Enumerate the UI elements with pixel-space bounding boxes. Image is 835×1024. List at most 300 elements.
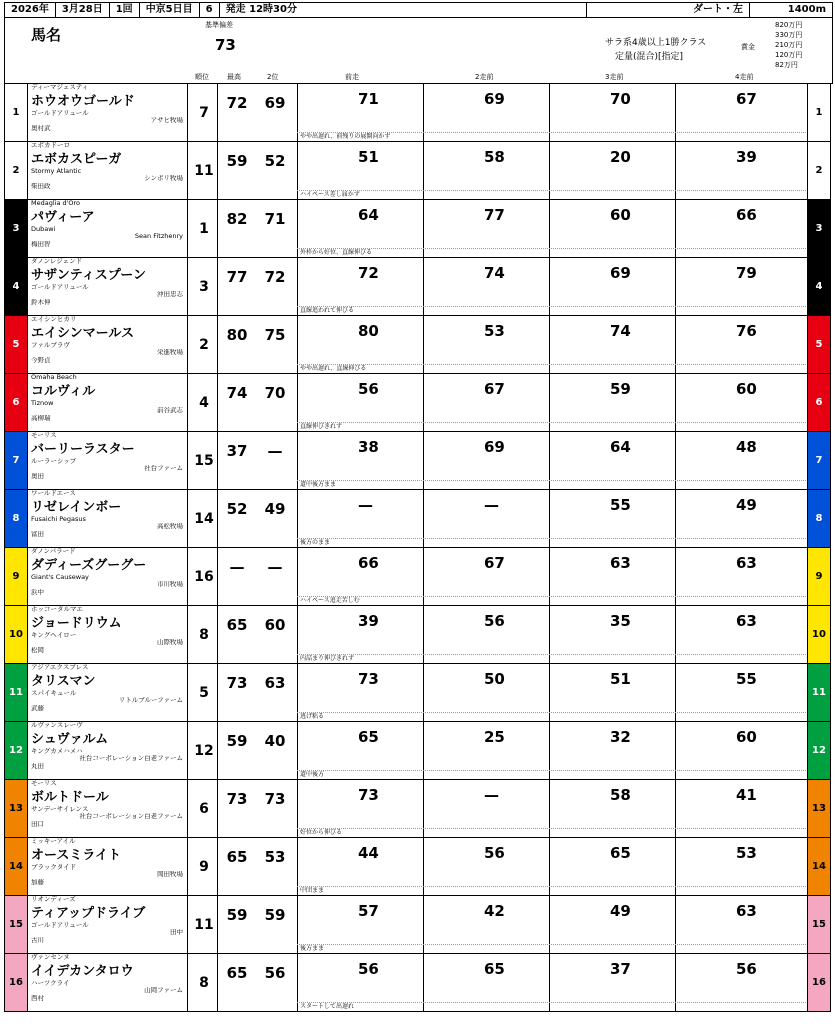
horse-rank: 16 <box>191 548 218 605</box>
past-race-score: — <box>358 496 373 514</box>
horse-sire: リオンディーズ <box>31 896 76 903</box>
race-comment: ハイペース追走苦しむ <box>297 596 808 605</box>
past-race-score: 67 <box>484 554 505 572</box>
horse-number: 14 <box>5 838 28 895</box>
second-score: 60 <box>264 616 286 634</box>
horse-name[interactable]: コルヴィル <box>31 383 96 399</box>
horse-number: 16 <box>5 954 28 1011</box>
past-race-score: 70 <box>610 90 631 108</box>
horse-owner: 山岡ファーム <box>144 987 183 994</box>
prize-3: 210万円 <box>775 41 803 49</box>
horse-info <box>27 258 188 315</box>
horse-number-right: 15 <box>807 896 830 953</box>
col-rank: 順位 <box>195 73 209 81</box>
best-score: 65 <box>226 964 248 982</box>
horse-trainer: 鈴木伸 <box>31 298 51 306</box>
race-comment: 道中後方まま <box>297 480 808 489</box>
horse-row[interactable] <box>4 838 831 896</box>
best-score: 59 <box>226 732 248 750</box>
race-date: 3月28日 <box>56 3 110 17</box>
horse-info <box>27 490 188 547</box>
horse-row[interactable] <box>4 374 831 432</box>
horse-name[interactable]: ジョードリウム <box>31 615 122 631</box>
horse-number-right: 11 <box>807 664 830 721</box>
best-score: 82 <box>226 210 248 228</box>
col-prev2: 2走前 <box>475 73 494 81</box>
second-score: 56 <box>264 964 286 982</box>
horse-sire: ダノンバラード <box>31 548 76 555</box>
past-race-score: 65 <box>358 728 379 746</box>
horse-info <box>27 548 188 605</box>
horse-info <box>27 722 188 779</box>
race-comment: 逃げ粘る <box>297 712 808 721</box>
horse-sire: モーリス <box>31 780 57 787</box>
horse-sire: ホッコータルマエ <box>31 606 83 613</box>
horse-sire: エボカドーロ <box>31 142 70 149</box>
horse-dam: Fusaichi Pegasus <box>31 515 86 523</box>
horse-number-right: 9 <box>807 548 830 605</box>
horse-trainer: 西村 <box>31 994 44 1002</box>
horse-number-right: 12 <box>807 722 830 779</box>
horse-number-right: 1 <box>807 84 830 141</box>
horse-info <box>27 374 188 431</box>
horse-sire: Medaglia d'Oro <box>31 200 81 207</box>
horse-number: 1 <box>5 84 28 141</box>
past-race-score: 69 <box>610 264 631 282</box>
horse-sire: Omaha Beach <box>31 374 77 381</box>
col-name: 馬名 <box>31 26 62 44</box>
race-comment: 好位から伸びる <box>297 828 808 837</box>
horse-sire: アジアエクスプレス <box>31 664 89 671</box>
race-conditions: 定量(混合)[指定] <box>615 52 684 62</box>
past-race-score: — <box>484 786 499 804</box>
past-race-score: 77 <box>484 206 505 224</box>
col-basis: 基準偏差 <box>205 21 233 29</box>
past-race-score: 73 <box>358 670 379 688</box>
col-prev3: 3走前 <box>605 73 624 81</box>
horse-rank: 11 <box>191 896 218 953</box>
past-race-score: 76 <box>736 322 757 340</box>
second-score: 69 <box>264 94 286 112</box>
prize-2: 330万円 <box>775 31 803 39</box>
race-comment: スタートして出遅れ <box>297 1002 808 1011</box>
horse-name[interactable]: エイシンマールス <box>31 325 135 341</box>
prize-1: 820万円 <box>775 21 803 29</box>
second-score: — <box>267 558 283 576</box>
horse-owner: 前谷武志 <box>157 407 183 414</box>
race-comment: 内詰まり伸びきれず <box>297 654 808 663</box>
horse-rank: 11 <box>191 142 218 199</box>
horse-number-right: 16 <box>807 954 830 1011</box>
horse-owner: シンボリ牧場 <box>144 175 183 182</box>
horse-number-right: 7 <box>807 432 830 489</box>
horse-info <box>27 432 188 489</box>
horse-number: 2 <box>5 142 28 199</box>
horse-name[interactable]: リゼレインボー <box>31 499 122 515</box>
past-race-score: 63 <box>736 554 757 572</box>
race-round: 1回 <box>110 3 140 17</box>
race-comment: 後方のまま <box>297 538 808 547</box>
past-race-score: 63 <box>736 612 757 630</box>
past-race-score: 56 <box>358 380 379 398</box>
horse-number: 11 <box>5 664 28 721</box>
best-score: 73 <box>226 790 248 808</box>
horse-trainer: 松岡 <box>31 646 44 654</box>
horse-sire: モーリス <box>31 432 57 439</box>
second-score: 71 <box>264 210 286 228</box>
horse-dam: Giant's Causeway <box>31 573 89 581</box>
best-score: 73 <box>226 674 248 692</box>
past-race-score: 63 <box>736 902 757 920</box>
horse-name[interactable]: エボカスピーガ <box>31 151 122 167</box>
horse-number: 3 <box>5 200 28 257</box>
horse-row[interactable] <box>4 896 831 954</box>
horse-dam: ルーラーシップ <box>31 457 77 465</box>
prize-4: 120万円 <box>775 51 803 59</box>
past-race-score: 41 <box>736 786 757 804</box>
horse-number-right: 3 <box>807 200 830 257</box>
horse-row[interactable] <box>4 316 831 374</box>
horse-number: 10 <box>5 606 28 663</box>
past-race-score: 73 <box>358 786 379 804</box>
horse-number-right: 8 <box>807 490 830 547</box>
past-race-score: 67 <box>484 380 505 398</box>
race-comment: やや出遅れ、直線伸びる <box>297 364 808 373</box>
past-race-score: 56 <box>358 960 379 978</box>
best-score: 59 <box>226 152 248 170</box>
race-header <box>4 2 833 18</box>
horse-trainer: 高柳瑞 <box>31 414 51 422</box>
horse-rank: 8 <box>191 954 218 1011</box>
race-comment: 直線追われて伸びる <box>297 306 808 315</box>
horse-row[interactable] <box>4 142 831 200</box>
horse-dam: Dubawi <box>31 225 56 233</box>
past-race-score: 64 <box>610 438 631 456</box>
horse-info <box>27 780 188 837</box>
past-race-score: 51 <box>610 670 631 688</box>
horse-sire: ダノンレジェンド <box>31 258 83 265</box>
horse-owner: リトルブルーファーム <box>118 697 183 704</box>
horse-name[interactable]: タリスマン <box>31 673 96 689</box>
past-race-score: 57 <box>358 902 379 920</box>
race-comment: 中団まま <box>297 886 808 895</box>
horse-trainer: 柴田政 <box>31 182 51 190</box>
col-second: 2位 <box>267 73 279 81</box>
horse-name[interactable]: パヴィーア <box>31 209 95 225</box>
horse-name[interactable]: オースミライト <box>31 847 121 863</box>
best-score: 80 <box>226 326 248 344</box>
horse-info <box>27 142 188 199</box>
horse-sire: ヴァンセンヌ <box>31 954 70 961</box>
horse-owner: 社台コーポレーション白老ファーム <box>79 813 183 820</box>
horse-trainer: 奥村武 <box>31 124 51 132</box>
past-race-score: 65 <box>610 844 631 862</box>
horse-sire: ミッキーアイル <box>31 838 76 845</box>
horse-dam: Tiznow <box>31 399 54 407</box>
second-score: 52 <box>264 152 286 170</box>
past-race-score: 74 <box>610 322 631 340</box>
horse-number-right: 6 <box>807 374 830 431</box>
col-best: 最高 <box>227 73 241 81</box>
horse-name[interactable]: ティアップドライブ <box>31 905 146 921</box>
horse-row[interactable] <box>4 606 831 664</box>
past-race-score: 50 <box>484 670 505 688</box>
horse-number: 15 <box>5 896 28 953</box>
past-race-score: 53 <box>484 322 505 340</box>
horse-rank: 8 <box>191 606 218 663</box>
horse-name[interactable]: バーリーラスター <box>31 441 135 457</box>
horse-rank: 3 <box>191 258 218 315</box>
horse-owner: アサヒ牧場 <box>150 117 183 124</box>
second-score: 72 <box>264 268 286 286</box>
horse-name[interactable]: サザンティスプーン <box>31 267 147 283</box>
horse-dam: ファルブラヴ <box>31 341 70 349</box>
past-race-score: 65 <box>484 960 505 978</box>
past-race-score: 39 <box>358 612 379 630</box>
past-race-score: 69 <box>484 90 505 108</box>
horse-dam: ゴールドアリュール <box>31 109 89 117</box>
past-race-score: 38 <box>358 438 379 456</box>
col-prev: 前走 <box>345 73 359 81</box>
horse-row[interactable] <box>4 548 831 606</box>
horse-owner: 市川牧場 <box>157 581 183 588</box>
past-race-score: 66 <box>358 554 379 572</box>
horse-owner: 社台コーポレーション白老ファーム <box>79 755 183 762</box>
past-race-score: 48 <box>736 438 757 456</box>
horse-number: 4 <box>5 258 28 315</box>
horse-sire: ルヴァンスレーヴ <box>31 722 83 729</box>
past-race-score: 49 <box>736 496 757 514</box>
horse-row[interactable] <box>4 490 831 548</box>
past-race-score: 39 <box>736 148 757 166</box>
horse-info <box>27 606 188 663</box>
race-distance: 1400m <box>787 4 826 15</box>
past-race-score: 25 <box>484 728 505 746</box>
horse-rank: 14 <box>191 490 218 547</box>
second-score: 49 <box>264 500 286 518</box>
past-race-score: 58 <box>610 786 631 804</box>
horse-dam: ゴールドアリュール <box>31 283 89 291</box>
horse-list <box>4 84 831 1012</box>
past-race-score: 72 <box>358 264 379 282</box>
horse-row[interactable] <box>4 954 831 1012</box>
horse-trainer: 丸田 <box>31 762 44 770</box>
horse-name[interactable]: イイデカンタロウ <box>31 963 134 979</box>
best-score: 65 <box>226 616 248 634</box>
horse-trainer: 奥田 <box>31 472 44 480</box>
horse-dam: ゴールドアリュール <box>31 921 89 929</box>
horse-row[interactable] <box>4 432 831 490</box>
horse-number-right: 14 <box>807 838 830 895</box>
past-race-score: 69 <box>484 438 505 456</box>
second-score: — <box>267 442 283 460</box>
second-score: 53 <box>264 848 286 866</box>
past-race-score: 35 <box>610 612 631 630</box>
horse-trainer: 今野貞 <box>31 356 51 364</box>
horse-dam: ブラックタイド <box>31 863 77 871</box>
second-score: 40 <box>264 732 286 750</box>
prize-5: 82万円 <box>775 61 798 69</box>
past-race-score: 20 <box>610 148 631 166</box>
horse-info <box>27 664 188 721</box>
past-race-score: 67 <box>736 90 757 108</box>
race-meeting: 中京5日目 <box>140 3 200 17</box>
race-number: 6 <box>200 3 220 17</box>
past-race-score: 56 <box>736 960 757 978</box>
horse-dam: ハーツクライ <box>31 979 70 987</box>
past-race-score: 56 <box>484 612 505 630</box>
prize-label: 賞金 <box>741 43 755 51</box>
horse-rank: 15 <box>191 432 218 489</box>
past-race-score: 55 <box>736 670 757 688</box>
horse-row[interactable] <box>4 722 831 780</box>
horse-number-right: 2 <box>807 142 830 199</box>
horse-owner: 沖田忠志 <box>157 291 183 298</box>
past-race-score: — <box>484 496 499 514</box>
past-race-score: 44 <box>358 844 379 862</box>
horse-sire: ディーマジェスティ <box>31 84 89 91</box>
horse-number: 6 <box>5 374 28 431</box>
horse-info <box>27 316 188 373</box>
horse-trainer: 浜中 <box>31 588 44 596</box>
horse-trainer: 梅田智 <box>31 240 51 248</box>
best-score: 37 <box>226 442 248 460</box>
race-comment: 直線伸びきれず <box>297 422 808 431</box>
horse-number-right: 13 <box>807 780 830 837</box>
horse-sire: ワールドエース <box>31 490 76 497</box>
horse-trainer: 田口 <box>31 820 44 828</box>
race-year: 2026年 <box>5 3 56 17</box>
best-score: 52 <box>226 500 248 518</box>
horse-number: 7 <box>5 432 28 489</box>
horse-rank: 7 <box>191 84 218 141</box>
horse-rank: 2 <box>191 316 218 373</box>
horse-owner: 岡田牧場 <box>157 871 183 878</box>
past-race-score: 66 <box>736 206 757 224</box>
horse-owner: 栄進牧場 <box>157 349 183 356</box>
horse-row[interactable] <box>4 258 831 316</box>
horse-owner: 田中 <box>170 929 183 936</box>
horse-owner: 社台ファーム <box>144 465 183 472</box>
past-race-score: 49 <box>610 902 631 920</box>
horse-rank: 12 <box>191 722 218 779</box>
basis-value: 73 <box>215 36 236 54</box>
horse-dam: サンデーサイレンス <box>31 805 89 813</box>
horse-rank: 5 <box>191 664 218 721</box>
second-score: 70 <box>264 384 286 402</box>
race-comment: やや出遅れ、前残りの展開向かず <box>297 132 808 141</box>
horse-trainer: 富田 <box>31 530 44 538</box>
col-prev4: 4走前 <box>735 73 754 81</box>
best-score: 72 <box>226 94 248 112</box>
horse-name[interactable]: ボルトドール <box>31 789 109 805</box>
past-race-score: 59 <box>610 380 631 398</box>
horse-number: 12 <box>5 722 28 779</box>
horse-number-right: 4 <box>807 258 830 315</box>
horse-number: 5 <box>5 316 28 373</box>
second-score: 75 <box>264 326 286 344</box>
past-race-score: 32 <box>610 728 631 746</box>
horse-info <box>27 200 188 257</box>
horse-rank: 9 <box>191 838 218 895</box>
horse-number-right: 5 <box>807 316 830 373</box>
best-score: 65 <box>226 848 248 866</box>
horse-row[interactable] <box>4 200 831 258</box>
best-score: 74 <box>226 384 248 402</box>
horse-dam: スパイキュール <box>31 689 77 697</box>
past-race-score: 60 <box>736 380 757 398</box>
horse-name[interactable]: シュヴァルム <box>31 731 109 747</box>
horse-info <box>27 84 188 141</box>
past-race-score: 37 <box>610 960 631 978</box>
horse-trainer: 武藤 <box>31 704 44 712</box>
horse-row[interactable] <box>4 664 831 722</box>
past-race-score: 51 <box>358 148 379 166</box>
horse-number: 9 <box>5 548 28 605</box>
past-race-score: 55 <box>610 496 631 514</box>
best-score: — <box>229 558 245 576</box>
horse-name[interactable]: ホウオウゴールド <box>31 93 135 109</box>
column-header <box>4 17 833 84</box>
past-race-score: 74 <box>484 264 505 282</box>
past-race-score: 53 <box>736 844 757 862</box>
race-track: ダート・左 <box>587 3 750 17</box>
second-score: 63 <box>264 674 286 692</box>
horse-rank: 6 <box>191 780 218 837</box>
horse-owner: 高松牧場 <box>157 523 183 530</box>
race-comment: 外枠から好位、直線伸びる <box>297 248 808 257</box>
past-race-score: 71 <box>358 90 379 108</box>
horse-trainer: 加藤 <box>31 878 44 886</box>
horse-row[interactable] <box>4 780 831 838</box>
horse-number-right: 10 <box>807 606 830 663</box>
race-comment: 後方まま <box>297 944 808 953</box>
horse-row[interactable] <box>4 84 831 142</box>
horse-sire: エイシンヒカリ <box>31 316 77 323</box>
second-score: 73 <box>264 790 286 808</box>
horse-owner: 山際牧場 <box>157 639 183 646</box>
horse-dam: Stormy Atlantic <box>31 167 82 175</box>
past-race-score: 56 <box>484 844 505 862</box>
race-comment: ハイペース差し届かず <box>297 190 808 199</box>
past-race-score: 42 <box>484 902 505 920</box>
race-start: 発走 12時30分 <box>220 3 587 17</box>
past-race-score: 79 <box>736 264 757 282</box>
horse-name[interactable]: ダディーズグーグー <box>31 557 147 573</box>
past-race-score: 64 <box>358 206 379 224</box>
horse-number: 8 <box>5 490 28 547</box>
horse-dam: キングカメハメハ <box>31 747 83 755</box>
race-comment: 道中後方 <box>297 770 808 779</box>
past-race-score: 80 <box>358 322 379 340</box>
horse-rank: 4 <box>191 374 218 431</box>
past-race-score: 63 <box>610 554 631 572</box>
horse-number: 13 <box>5 780 28 837</box>
horse-trainer: 古川 <box>31 936 44 944</box>
horse-owner: Sean Fitzhenry <box>134 233 183 240</box>
horse-info <box>27 954 188 1011</box>
best-score: 59 <box>226 906 248 924</box>
past-race-score: 58 <box>484 148 505 166</box>
horse-rank: 1 <box>191 200 218 257</box>
horse-info <box>27 838 188 895</box>
horse-dam: キングヘイロー <box>31 631 77 639</box>
past-race-score: 60 <box>736 728 757 746</box>
second-score: 59 <box>264 906 286 924</box>
race-class: サラ系4歳以上1勝クラス <box>605 38 707 48</box>
horse-info <box>27 896 188 953</box>
past-race-score: 60 <box>610 206 631 224</box>
